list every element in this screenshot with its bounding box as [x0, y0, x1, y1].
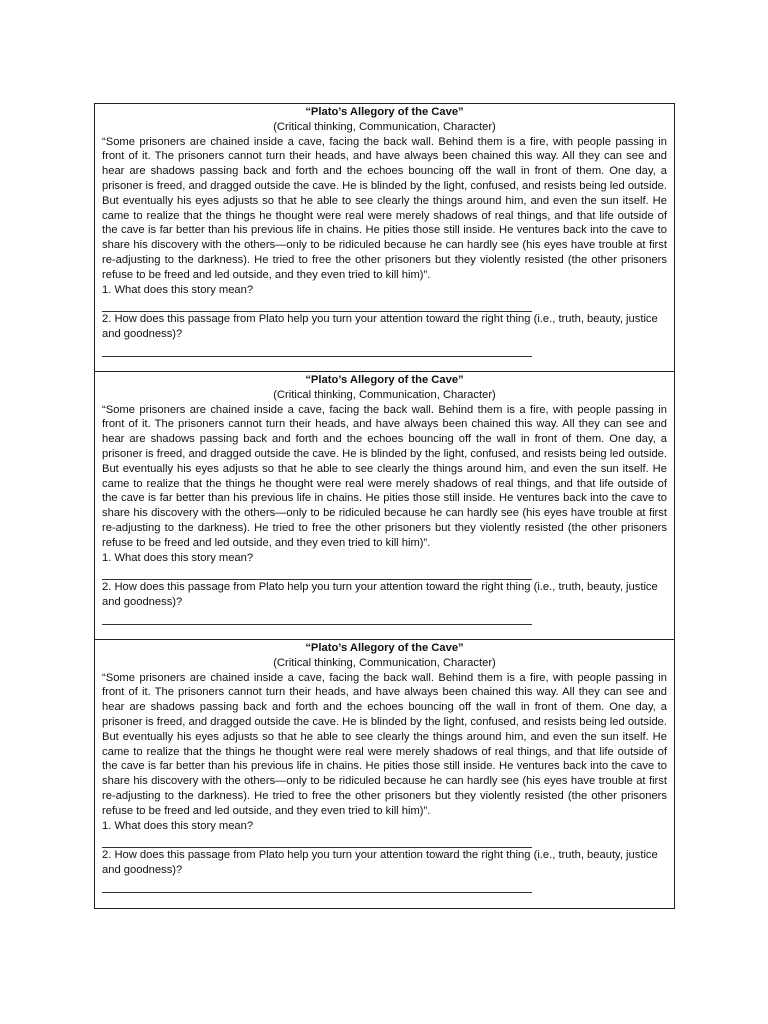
question-2: 2. How does this passage from Plato help you turn your attention toward the right thing (i.e., truth, beauty, justice and goodness)? — [102, 849, 658, 876]
question-1: 1. What does this story mean? — [102, 283, 254, 296]
answer-line-1[interactable] — [102, 833, 532, 848]
answer-line-2[interactable] — [102, 878, 532, 893]
answer-line-2[interactable] — [102, 610, 532, 625]
worksheet-cell-3 — [95, 640, 674, 908]
allegory-passage: “Some prisoners are chained inside a cave, facing the back wall. Behind them is a fire, with people passing in front of it. The prisoners cannot turn their heads, and have always been chained this way. All they can see and hear are shadows passing back and forth and the echoes bouncing off the wall in front of them. One day, a prisoner is freed, and dragged outside the cave. He is blinded by the light, confused, and resists being led outside. But eventually his eyes adjusts so that he able to see clearly the things around him, and even the sun itself. He came to realize that the things he thought were real were merely shadows of real things, and that life outside of the cave is far better than his previous life in chains. He pities those still inside. He ventures back into the cave to share his discovery with the others—only to be ridiculed because he can hardly see (his eyes have trouble at first re-adjusting to the darkness). He tried to free the other prisoners but they violently resisted (the other prisoners refuse to be freed and led outside, and they even tried to kill him)”. — [102, 135, 667, 281]
worksheet-title: “Plato’s Allegory of the Cave” — [305, 642, 464, 654]
allegory-passage: “Some prisoners are chained inside a cave, facing the back wall. Behind them is a fire, with people passing in front of it. The prisoners cannot turn their heads, and have always been chained this way. All they can see and hear are shadows passing back and forth and the echoes bouncing off the wall in front of them. One day, a prisoner is freed, and dragged outside the cave. He is blinded by the light, confused, and resists being led outside. But eventually his eyes adjusts so that he able to see clearly the things around him, and even the sun itself. He came to realize that the things he thought were real were merely shadows of real things, and that life outside of the cave is far better than his previous life in chains. He pities those still inside. He ventures back into the cave to share his discovery with the others—only to be ridiculed because he can hardly see (his eyes have trouble at first re-adjusting to the darkness). He tried to free the other prisoners but they violently resisted (the other prisoners refuse to be freed and led outside, and they even tried to kill him)”. — [102, 671, 667, 817]
worksheet-subtitle: (Critical thinking, Communication, Character) — [273, 120, 496, 133]
worksheet-cell-1 — [95, 104, 674, 372]
question-1: 1. What does this story mean? — [102, 551, 254, 564]
worksheet-subtitle: (Critical thinking, Communication, Character) — [273, 388, 496, 401]
worksheet-subtitle: (Critical thinking, Communication, Character) — [273, 656, 496, 669]
worksheet-cell-2 — [95, 372, 674, 640]
answer-line-2[interactable] — [102, 342, 532, 357]
question-2: 2. How does this passage from Plato help you turn your attention toward the right thing (i.e., truth, beauty, justice and goodness)? — [102, 313, 658, 340]
worksheet-title: “Plato’s Allegory of the Cave” — [305, 106, 464, 118]
worksheet-table — [94, 103, 675, 909]
answer-line-1[interactable] — [102, 565, 532, 580]
question-2: 2. How does this passage from Plato help you turn your attention toward the right thing (i.e., truth, beauty, justice and goodness)? — [102, 581, 658, 608]
answer-line-1[interactable] — [102, 297, 532, 312]
question-1: 1. What does this story mean? — [102, 819, 254, 832]
allegory-passage: “Some prisoners are chained inside a cave, facing the back wall. Behind them is a fire, with people passing in front of it. The prisoners cannot turn their heads, and have always been chained this way. All they can see and hear are shadows passing back and forth and the echoes bouncing off the wall in front of them. One day, a prisoner is freed, and dragged outside the cave. He is blinded by the light, confused, and resists being led outside. But eventually his eyes adjusts so that he able to see clearly the things around him, and even the sun itself. He came to realize that the things he thought were real were merely shadows of real things, and that life outside of the cave is far better than his previous life in chains. He pities those still inside. He ventures back into the cave to share his discovery with the others—only to be ridiculed because he can hardly see (his eyes have trouble at first re-adjusting to the darkness). He tried to free the other prisoners but they violently resisted (the other prisoners refuse to be freed and led outside, and they even tried to kill him)”. — [102, 403, 667, 549]
worksheet-title: “Plato’s Allegory of the Cave” — [305, 374, 464, 386]
